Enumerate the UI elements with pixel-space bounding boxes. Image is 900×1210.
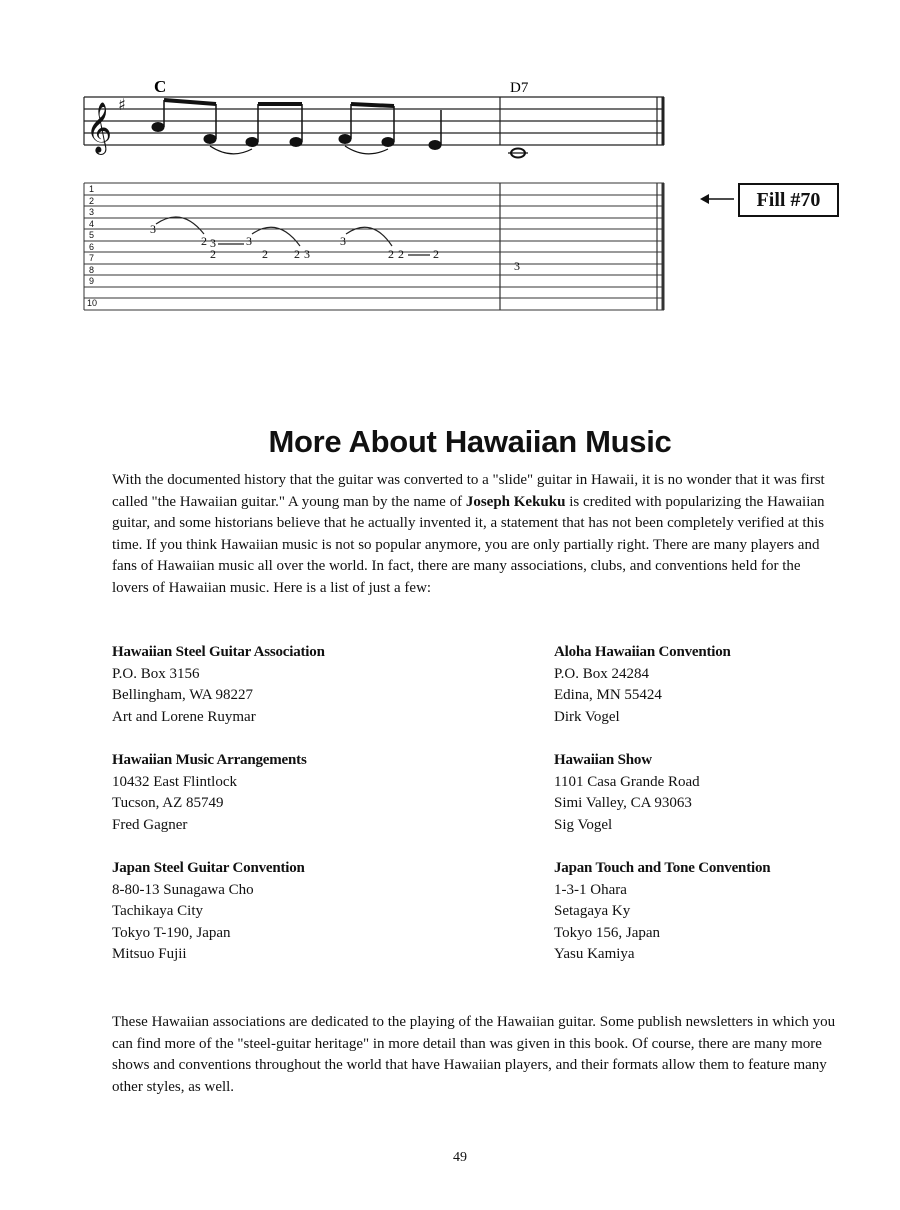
address-line: Edina, MN 55424 [554,687,662,703]
tab-fret-number: 2 [294,247,300,261]
organization-name: Japan Steel Guitar Convention [112,860,305,876]
intro-paragraph [112,470,832,599]
tab-fret-number: 3 [340,234,346,248]
address-line: Yasu Kamiya [554,946,635,962]
tab-string-numbers [87,184,97,308]
tab-fret-number: 3 [210,236,216,250]
organization-name: Japan Touch and Tone Convention [554,860,771,876]
address-line: Art and Lorene Ruymar [112,708,256,725]
address-line: Tucson, AZ 85749 [112,795,224,811]
tab-string-number: 10 [87,298,98,308]
sharp-icon: ♯ [118,95,126,114]
page-title: More About Hawaiian Music [268,423,672,459]
intro-text: With the documented history that the guitar was converted to a "slide" guitar in Hawaii, it is no wonder that it was first called "the Hawaiian guitar." A young man by the name of [112,472,825,510]
tab-fret-number: 3 [150,222,156,236]
address-line: 1101 Casa Grande Road [554,773,700,790]
address-line: P.O. Box 3156 [112,665,200,682]
address-line: 8-80-13 Sunagawa Cho [112,881,254,898]
tab-fret-number: 3 [246,234,252,248]
tab-fret-number: 2 [433,247,439,261]
address-block [112,642,325,728]
address-block [554,642,731,728]
tab-string-number: 7 [89,253,95,263]
organization-name: Aloha Hawaiian Convention [554,644,731,660]
tab-string-number: 6 [89,242,95,252]
address-line: Mitsuo Fujii [112,946,187,962]
tab-fret-number: 2 [388,247,394,261]
person-name: Joseph Kekuku [465,493,566,510]
address-line: Tachikaya City [112,903,204,919]
tab-staff [84,183,664,310]
address-block [112,858,305,966]
tab-fret-number: 3 [514,259,520,273]
tab-string-number: 1 [89,184,95,194]
address-line: Tokyo T-190, Japan [112,924,231,941]
address-line: Fred Gagner [112,816,188,833]
address-line: 10432 East Flintlock [112,773,237,790]
fill-label-box [738,183,839,217]
page-number: 49 [453,1150,467,1165]
address-block [112,750,307,836]
tab-string-number: 5 [89,230,95,240]
address-block [554,858,770,966]
arrow-left-icon [700,191,736,207]
tab-fret-number: 2 [398,247,404,261]
tab-fret-number: 2 [262,247,268,261]
tab-fret-numbers [150,222,520,273]
chord-label: C [154,77,167,96]
organization-name: Hawaiian Show [554,752,652,768]
address-line: Bellingham, WA 98227 [112,687,253,703]
fill-label: Fill #70 [756,188,821,211]
address-line: Dirk Vogel [554,708,620,725]
tab-fret-number: 3 [304,247,310,261]
tab-string-number: 2 [89,196,95,206]
tab-fret-number: 2 [201,234,207,248]
address-line: Setagaya Ky [554,903,631,919]
address-line: 1-3-1 Ohara [554,881,627,898]
tab-string-number: 8 [89,265,95,275]
tab-string-number: 4 [89,219,95,229]
tab-fret-number: 2 [210,247,216,261]
organization-name: Hawaiian Music Arrangements [112,752,307,768]
tab-string-number: 3 [89,207,95,217]
address-line: Simi Valley, CA 93063 [554,795,692,811]
chord-label: D7 [510,80,529,96]
address-line: P.O. Box 24284 [554,665,650,682]
address-block [554,750,700,836]
music-notation [0,0,900,340]
intro-text: is credited with popularizing the Hawaiian guitar, and some historians believe that he actually invented it, a statement that has not been completely verified at this time. If you think Hawaiian music is not so popular anymore, you are only partially right. There are many players and fans of Hawaiian music all over the world. In fact, there are many associations, clubs, and conventions held for the lovers of Hawaiian music. Here is a list of just a few: [112,493,825,596]
address-line: Tokyo 156, Japan [554,924,661,941]
closing-paragraph: These Hawaiian associations are dedicated to the playing of the Hawaiian guitar. Some publish newsletters in which you can find more of the "steel-guitar heritage" in more detail than was given in this book. Of course, there are many more shows and conventions throughout the world that have Hawaiian players, and their formats allow them to feature many other styles, as well. [112,1014,836,1095]
tab-string-number: 9 [89,276,95,286]
treble-clef-icon: 𝄞 [86,102,113,153]
organization-name: Hawaiian Steel Guitar Association [112,644,325,660]
address-line: Sig Vogel [554,816,613,833]
